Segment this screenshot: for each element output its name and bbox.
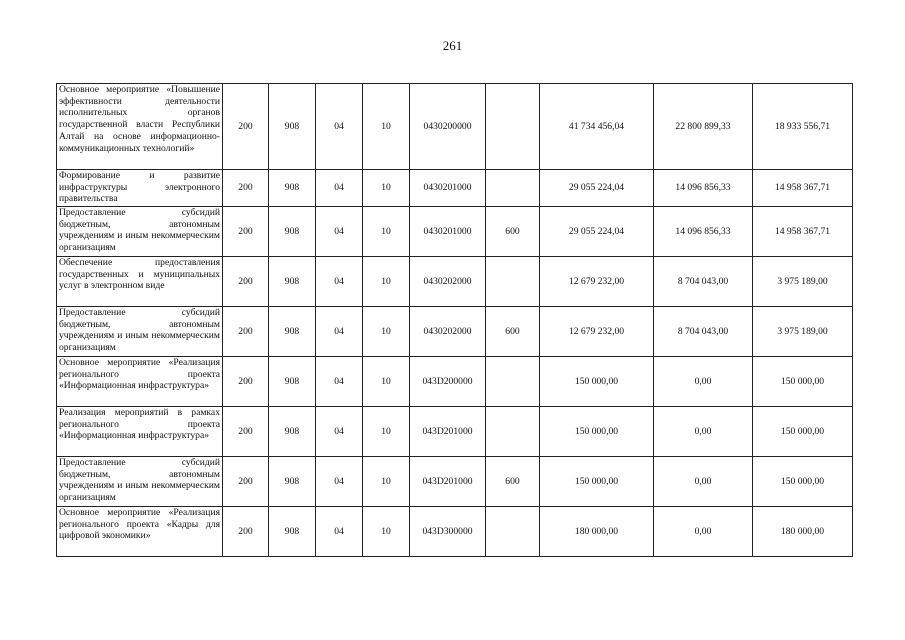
ministry-code-cell: 908 [269, 457, 316, 507]
section-code-cell: 04 [316, 307, 363, 357]
row-name-cell: Основное мероприятие «Повышение эффективности деятельности исполнительных органов государственной власти Республики Алтай на основе информационно-коммуникационных технологий» [57, 84, 223, 170]
amount-col2-cell: 8 704 043,00 [654, 307, 753, 357]
amount-col2-cell: 0,00 [654, 457, 753, 507]
expense-type-cell: 600 [486, 207, 540, 257]
subsection-code-cell: 10 [363, 170, 410, 207]
amount-col2-cell: 0,00 [654, 357, 753, 407]
expense-type-cell [486, 257, 540, 307]
expense-type-cell [486, 357, 540, 407]
section-code-cell: 04 [316, 207, 363, 257]
amount-col3-cell: 18 933 556,71 [753, 84, 853, 170]
section-code-cell: 04 [316, 507, 363, 557]
amount-col3-cell: 150 000,00 [753, 457, 853, 507]
expense-type-cell [486, 170, 540, 207]
page-number: 261 [442, 38, 463, 53]
budget-table [56, 83, 853, 557]
target-article-cell: 0430202000 [410, 257, 486, 307]
amount-total-cell: 41 734 456,04 [540, 84, 654, 170]
row-name-cell: Основное мероприятие «Реализация регионального проекта «Информационная инфраструктура» [57, 357, 223, 407]
ministry-code-cell: 908 [269, 357, 316, 407]
budget-table-body [57, 84, 853, 557]
row-name-cell: Формирование и развитие инфраструктуры электронного правительства [57, 170, 223, 207]
subsection-code-cell: 10 [363, 207, 410, 257]
target-article-cell: 043D201000 [410, 407, 486, 457]
amount-col2-cell: 14 096 856,33 [654, 207, 753, 257]
admin-code-cell: 200 [223, 357, 269, 407]
row-name-cell: Основное мероприятие «Реализация регионального проекта «Кадры для цифровой экономики» [57, 507, 223, 557]
ministry-code-cell: 908 [269, 407, 316, 457]
row-name-cell: Предоставление субсидий бюджетным, автономным учреждениям и иным некоммерческим организациям [57, 307, 223, 357]
target-article-cell: 0430201000 [410, 207, 486, 257]
admin-code-cell: 200 [223, 257, 269, 307]
expense-type-cell: 600 [486, 457, 540, 507]
subsection-code-cell: 10 [363, 84, 410, 170]
target-article-cell: 043D201000 [410, 457, 486, 507]
section-code-cell: 04 [316, 457, 363, 507]
section-code-cell: 04 [316, 357, 363, 407]
amount-total-cell: 12 679 232,00 [540, 307, 654, 357]
table-row [57, 457, 853, 507]
amount-col3-cell: 14 958 367,71 [753, 207, 853, 257]
table-row [57, 507, 853, 557]
section-code-cell: 04 [316, 407, 363, 457]
admin-code-cell: 200 [223, 307, 269, 357]
expense-type-cell [486, 84, 540, 170]
amount-total-cell: 150 000,00 [540, 457, 654, 507]
table-row [57, 170, 853, 207]
amount-total-cell: 29 055 224,04 [540, 207, 654, 257]
row-name-cell: Предоставление субсидий бюджетным, автономным учреждениям и иным некоммерческим организациям [57, 457, 223, 507]
expense-type-cell: 600 [486, 307, 540, 357]
amount-col2-cell: 14 096 856,33 [654, 170, 753, 207]
row-name-cell: Реализация мероприятий в рамках регионального проекта «Информационная инфраструктура» [57, 407, 223, 457]
subsection-code-cell: 10 [363, 257, 410, 307]
subsection-code-cell: 10 [363, 407, 410, 457]
section-code-cell: 04 [316, 170, 363, 207]
admin-code-cell: 200 [223, 457, 269, 507]
target-article-cell: 0430202000 [410, 307, 486, 357]
subsection-code-cell: 10 [363, 507, 410, 557]
table-row [57, 307, 853, 357]
subsection-code-cell: 10 [363, 357, 410, 407]
target-article-cell: 0430200000 [410, 84, 486, 170]
table-row [57, 407, 853, 457]
subsection-code-cell: 10 [363, 307, 410, 357]
amount-col3-cell: 14 958 367,71 [753, 170, 853, 207]
amount-col3-cell: 3 975 189,00 [753, 257, 853, 307]
table-row [57, 84, 853, 170]
ministry-code-cell: 908 [269, 507, 316, 557]
admin-code-cell: 200 [223, 84, 269, 170]
ministry-code-cell: 908 [269, 307, 316, 357]
admin-code-cell: 200 [223, 170, 269, 207]
row-name-cell: Предоставление субсидий бюджетным, автономным учреждениям и иным некоммерческим организациям [57, 207, 223, 257]
amount-total-cell: 12 679 232,00 [540, 257, 654, 307]
target-article-cell: 043D200000 [410, 357, 486, 407]
admin-code-cell: 200 [223, 507, 269, 557]
expense-type-cell [486, 507, 540, 557]
ministry-code-cell: 908 [269, 84, 316, 170]
amount-col3-cell: 180 000,00 [753, 507, 853, 557]
admin-code-cell: 200 [223, 407, 269, 457]
table-row [57, 357, 853, 407]
amount-total-cell: 150 000,00 [540, 357, 654, 407]
row-name-cell: Обеспечение предоставления государственных и муниципальных услуг в электронном виде [57, 257, 223, 307]
target-article-cell: 0430201000 [410, 170, 486, 207]
amount-total-cell: 150 000,00 [540, 407, 654, 457]
amount-col2-cell: 22 800 899,33 [654, 84, 753, 170]
ministry-code-cell: 908 [269, 257, 316, 307]
table-row [57, 207, 853, 257]
amount-col3-cell: 3 975 189,00 [753, 307, 853, 357]
expense-type-cell [486, 407, 540, 457]
amount-col2-cell: 0,00 [654, 407, 753, 457]
ministry-code-cell: 908 [269, 207, 316, 257]
amount-col2-cell: 8 704 043,00 [654, 257, 753, 307]
table-row [57, 257, 853, 307]
admin-code-cell: 200 [223, 207, 269, 257]
amount-total-cell: 180 000,00 [540, 507, 654, 557]
ministry-code-cell: 908 [269, 170, 316, 207]
amount-total-cell: 29 055 224,04 [540, 170, 654, 207]
amount-col2-cell: 0,00 [654, 507, 753, 557]
section-code-cell: 04 [316, 257, 363, 307]
target-article-cell: 043D300000 [410, 507, 486, 557]
amount-col3-cell: 150 000,00 [753, 357, 853, 407]
subsection-code-cell: 10 [363, 457, 410, 507]
amount-col3-cell: 150 000,00 [753, 407, 853, 457]
section-code-cell: 04 [316, 84, 363, 170]
